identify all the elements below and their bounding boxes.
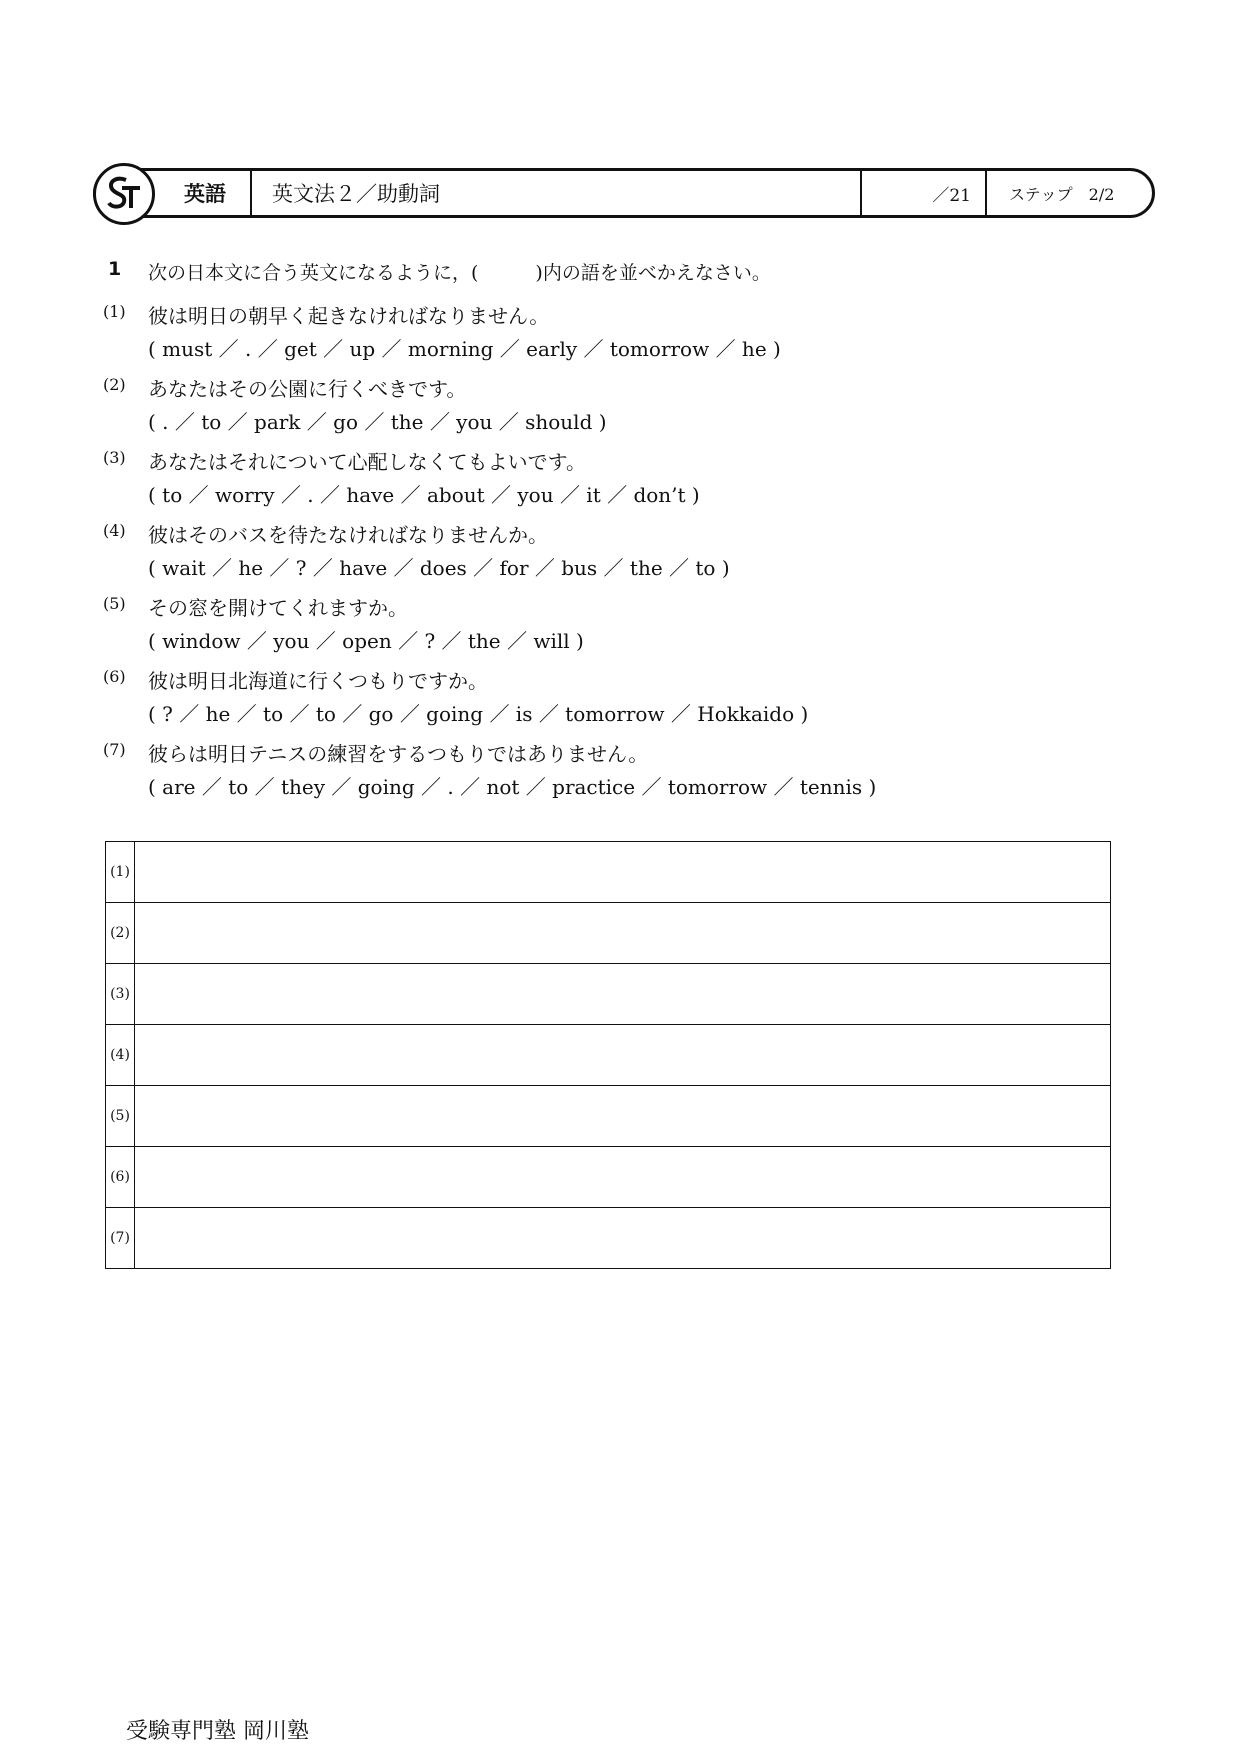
answer-row-number: (7)	[106, 1208, 135, 1269]
answer-row	[106, 842, 1111, 903]
answer-row-number: (5)	[106, 1086, 135, 1147]
answer-field[interactable]	[135, 903, 1111, 964]
word-choices: ( ? ／ he ／ to ／ to ／ go ／ going ／ is ／ tomorrow ／ Hokkaido )	[148, 702, 809, 726]
step-indicator: ステップ 2/2	[1009, 184, 1115, 204]
answer-field[interactable]	[135, 1086, 1111, 1147]
question-number: (1)	[103, 302, 126, 321]
score-total: ／21	[862, 171, 987, 215]
japanese-sentence: あなたはそれについて心配しなくてもよいです。	[148, 450, 586, 474]
word-choices: ( must ／ . ／ get ／ up ／ morning ／ early ／ tomorrow ／ he )	[148, 337, 781, 361]
question-number: (7)	[103, 740, 126, 759]
answer-row	[106, 903, 1111, 964]
instruction	[108, 258, 771, 285]
instruction-number: 1	[108, 258, 122, 280]
answer-row-number: (1)	[106, 842, 135, 903]
answer-field[interactable]	[135, 1147, 1111, 1208]
japanese-sentence: あなたはその公園に行くべきです。	[148, 377, 467, 401]
question-number: (6)	[103, 667, 126, 686]
answer-table	[105, 841, 1111, 1269]
answer-row-number: (6)	[106, 1147, 135, 1208]
answer-row	[106, 964, 1111, 1025]
instruction-text: 次の日本文に合う英文になるように，( )内の語を並べかえなさい。	[148, 262, 771, 284]
answer-field[interactable]	[135, 1208, 1111, 1269]
answer-row	[106, 1147, 1111, 1208]
footer-school-name: 受験専門塾 岡川塾	[126, 1719, 309, 1744]
japanese-sentence: 彼はそのバスを待たなければなりませんか。	[148, 523, 548, 547]
japanese-sentence: 彼らは明日テニスの練習をするつもりではありません。	[148, 742, 649, 766]
answer-row-number: (2)	[106, 903, 135, 964]
answer-row	[106, 1086, 1111, 1147]
st-logo	[93, 163, 155, 225]
japanese-sentence: 彼は明日の朝早く起きなければなりません。	[148, 304, 550, 328]
answer-row	[106, 1208, 1111, 1269]
question-number: (4)	[103, 521, 126, 540]
word-choices: ( wait ／ he ／ ? ／ have ／ does ／ for ／ bus ／ the ／ to )	[148, 556, 730, 580]
answer-field[interactable]	[135, 842, 1111, 903]
worksheet-title: 英文法２／助動詞	[252, 171, 862, 215]
word-choices: ( are ／ to ／ they ／ going ／ . ／ not ／ practice ／ tomorrow ／ tennis )	[148, 775, 877, 799]
answer-field[interactable]	[135, 964, 1111, 1025]
question-number: (5)	[103, 594, 126, 613]
japanese-sentence: 彼は明日北海道に行くつもりですか。	[148, 669, 488, 693]
answer-row	[106, 1025, 1111, 1086]
word-choices: ( to ／ worry ／ . ／ have ／ about ／ you ／ it ／ don’t )	[148, 483, 700, 507]
word-choices: ( . ／ to ／ park ／ go ／ the ／ you ／ should )	[148, 410, 607, 434]
answer-row-number: (4)	[106, 1025, 135, 1086]
answer-field[interactable]	[135, 1025, 1111, 1086]
subject-label: 英語	[160, 171, 252, 215]
answer-row-number: (3)	[106, 964, 135, 1025]
word-choices: ( window ／ you ／ open ／ ? ／ the ／ will )	[148, 629, 584, 653]
question-number: (3)	[103, 448, 126, 467]
question-number: (2)	[103, 375, 126, 394]
japanese-sentence: その窓を開けてくれますか。	[148, 596, 408, 620]
